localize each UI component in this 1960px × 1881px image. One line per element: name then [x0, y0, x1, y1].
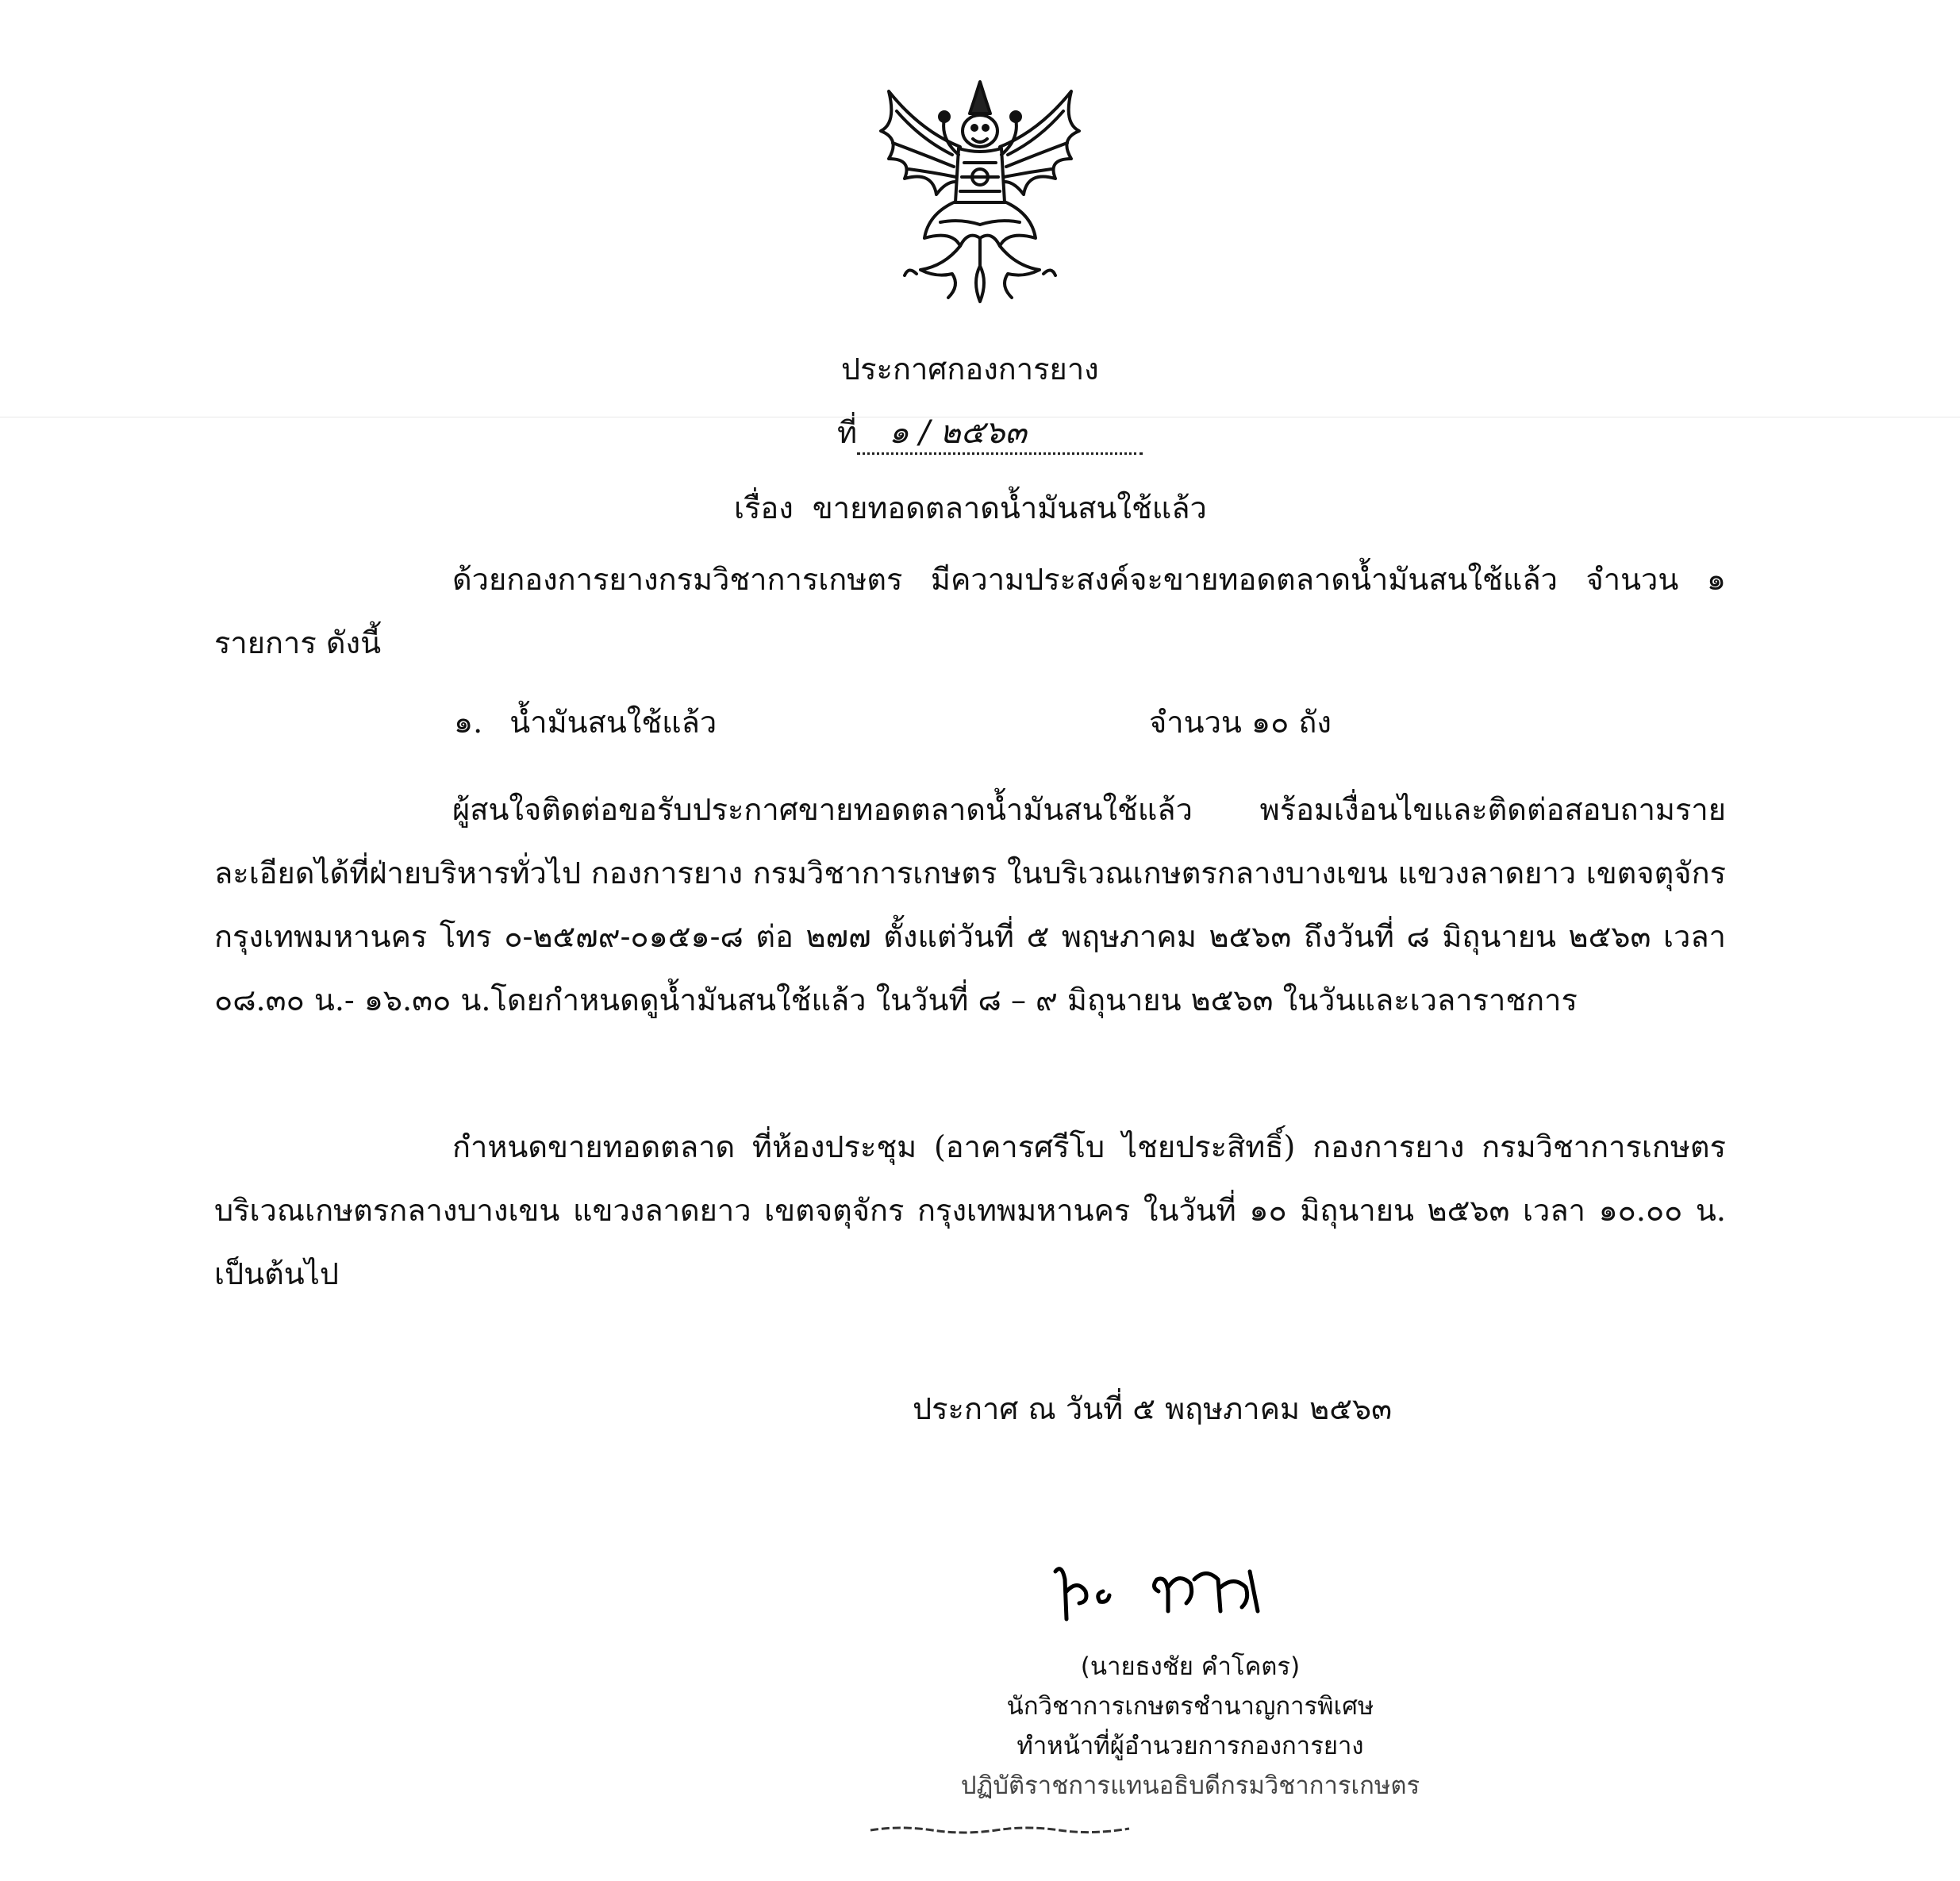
auction-paragraph: กำหนดขายทอดตลาด ที่ห้องประชุม (อาคารศรีโบ ไชยประสิทธิ์) กองการยาง กรมวิชาการเกษตร บริเวณเกษตรกลางบางเขน แขวงลาดยาว เขตจตุจักร กรุงเทพมหานคร ในวันที่ ๑๐ มิถุนายน ๒๕๖๓ เวลา ๑๐.๐๐ น. เป็นต้นไป [214, 1129, 1727, 1291]
contact-paragraph: ผู้สนใจติดต่อขอรับประกาศขายทอดตลาดน้ำมันสนใช้แล้ว พร้อมเงื่อนไขและติดต่อสอบถามรายละเอียดได้ที่ฝ่ายบริหารทั่วไป กองการยาง กรมวิชาการเกษตร ในบริเวณเกษตรกลางบางเขน แขวงลาดยาว เขตจตุจักร กรุงเทพมหานคร โทร ๐-๒๕๗๙-๐๑๕๑-๘ ต่อ ๒๗๗ ตั้งแต่วันที่ ๕ พฤษภาคม ๒๕๖๓ ถึงวันที่ ๘ มิถุนายน ๒๕๖๓ เวลา ๐๘.๓๐ น.- ๑๖.๓๐ น.โดยกำหนดดูน้ำมันสนใช้แล้ว ในวันที่ ๘ – ๙ มิถุนายน ๒๕๖๓ ในวันและเวลาราชการ [214, 792, 1726, 1017]
announcement-title: ประกาศกองการยาง [841, 352, 1099, 387]
item-number: ๑. [454, 705, 483, 740]
announce-date: ประกาศ ณ วันที่ ๕ พฤษภาคม ๒๕๖๓ [913, 1391, 1393, 1426]
signer-on-behalf: ปฏิบัติราชการแทนอธิบดีกรมวิชาการเกษตร [960, 1771, 1420, 1800]
subject-text: ขายทอดตลาดน้ำมันสนใช้แล้ว [812, 490, 1207, 525]
garuda-emblem-icon [865, 75, 1095, 310]
subject-label: เรื่อง [734, 490, 794, 525]
signer-position: นักวิชาการเกษตรชำนาญการพิเศษ [1006, 1692, 1374, 1721]
handwritten-signature [1040, 1556, 1278, 1627]
stamp-underline [869, 1824, 1131, 1837]
signer-acting: ทำหน้าที่ผู้อำนวยการกองการยาง [1017, 1732, 1364, 1760]
number-value: ๑ / ๒๕๖๓ [857, 413, 1143, 455]
item-row [454, 702, 717, 742]
intro-paragraph: ด้วยกองการยางกรมวิชาการเกษตร มีความประสงค์จะขายทอดตลาดน้ำมันสนใช้แล้ว จำนวน ๑ รายการ ดังนี้ [214, 562, 1726, 660]
number-label: ที่ [837, 415, 858, 450]
item-name: น้ำมันสนใช้แล้ว [509, 705, 717, 740]
signer-name: (นายธงชัย คำโคตร) [1080, 1652, 1301, 1681]
subject-row [734, 488, 1207, 528]
signer-block [873, 1647, 1508, 1806]
announcement-number-row [837, 413, 1143, 455]
item-quantity: จำนวน ๑๐ ถัง [1149, 705, 1332, 740]
